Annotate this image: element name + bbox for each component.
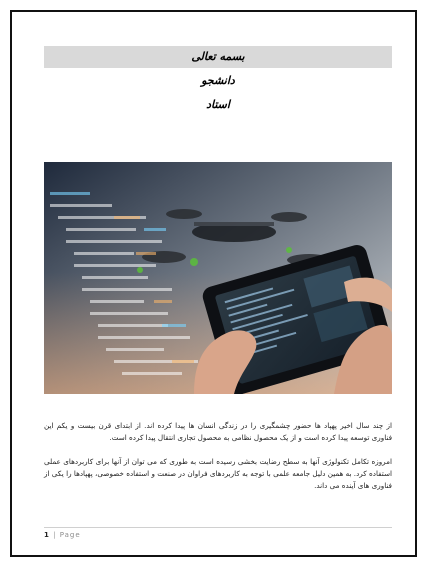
paragraph-2: امروزه تکامل تکنولوژی آنها به سطح رضایت بخشی رسیده است به طوری که می توان از آنها برای کاربردهای عملی استفاده کرد. به همین دلیل جامعه علمی با توجه به کاربردهای فراوان در صنعت و استفاده خصوصی، پهپادها را یکی از فناوری های آینده می داند. [44, 457, 392, 490]
footer-divider [44, 527, 392, 528]
page-number: 1 [44, 531, 49, 539]
document-title: بسمه تعالی [191, 50, 245, 63]
student-label: دانشجو [201, 74, 235, 87]
teacher-label: استاد [206, 98, 230, 111]
hero-image [44, 162, 392, 394]
footer-separator: | [53, 531, 56, 539]
hero-illustration [44, 162, 392, 394]
page-footer [44, 531, 81, 539]
page-label: Page [59, 531, 81, 539]
paragraph-1: از چند سال اخیر پهپاد ها حضور چشمگیری را در زندگی انسان ها پیدا کرده اند. از ابتدای قرن بیست و یکم این فناوری توسعه پیدا کرده است و از یک محصول نظامی به محصول تجاری انتقال پیدا کرده است. [44, 421, 392, 442]
